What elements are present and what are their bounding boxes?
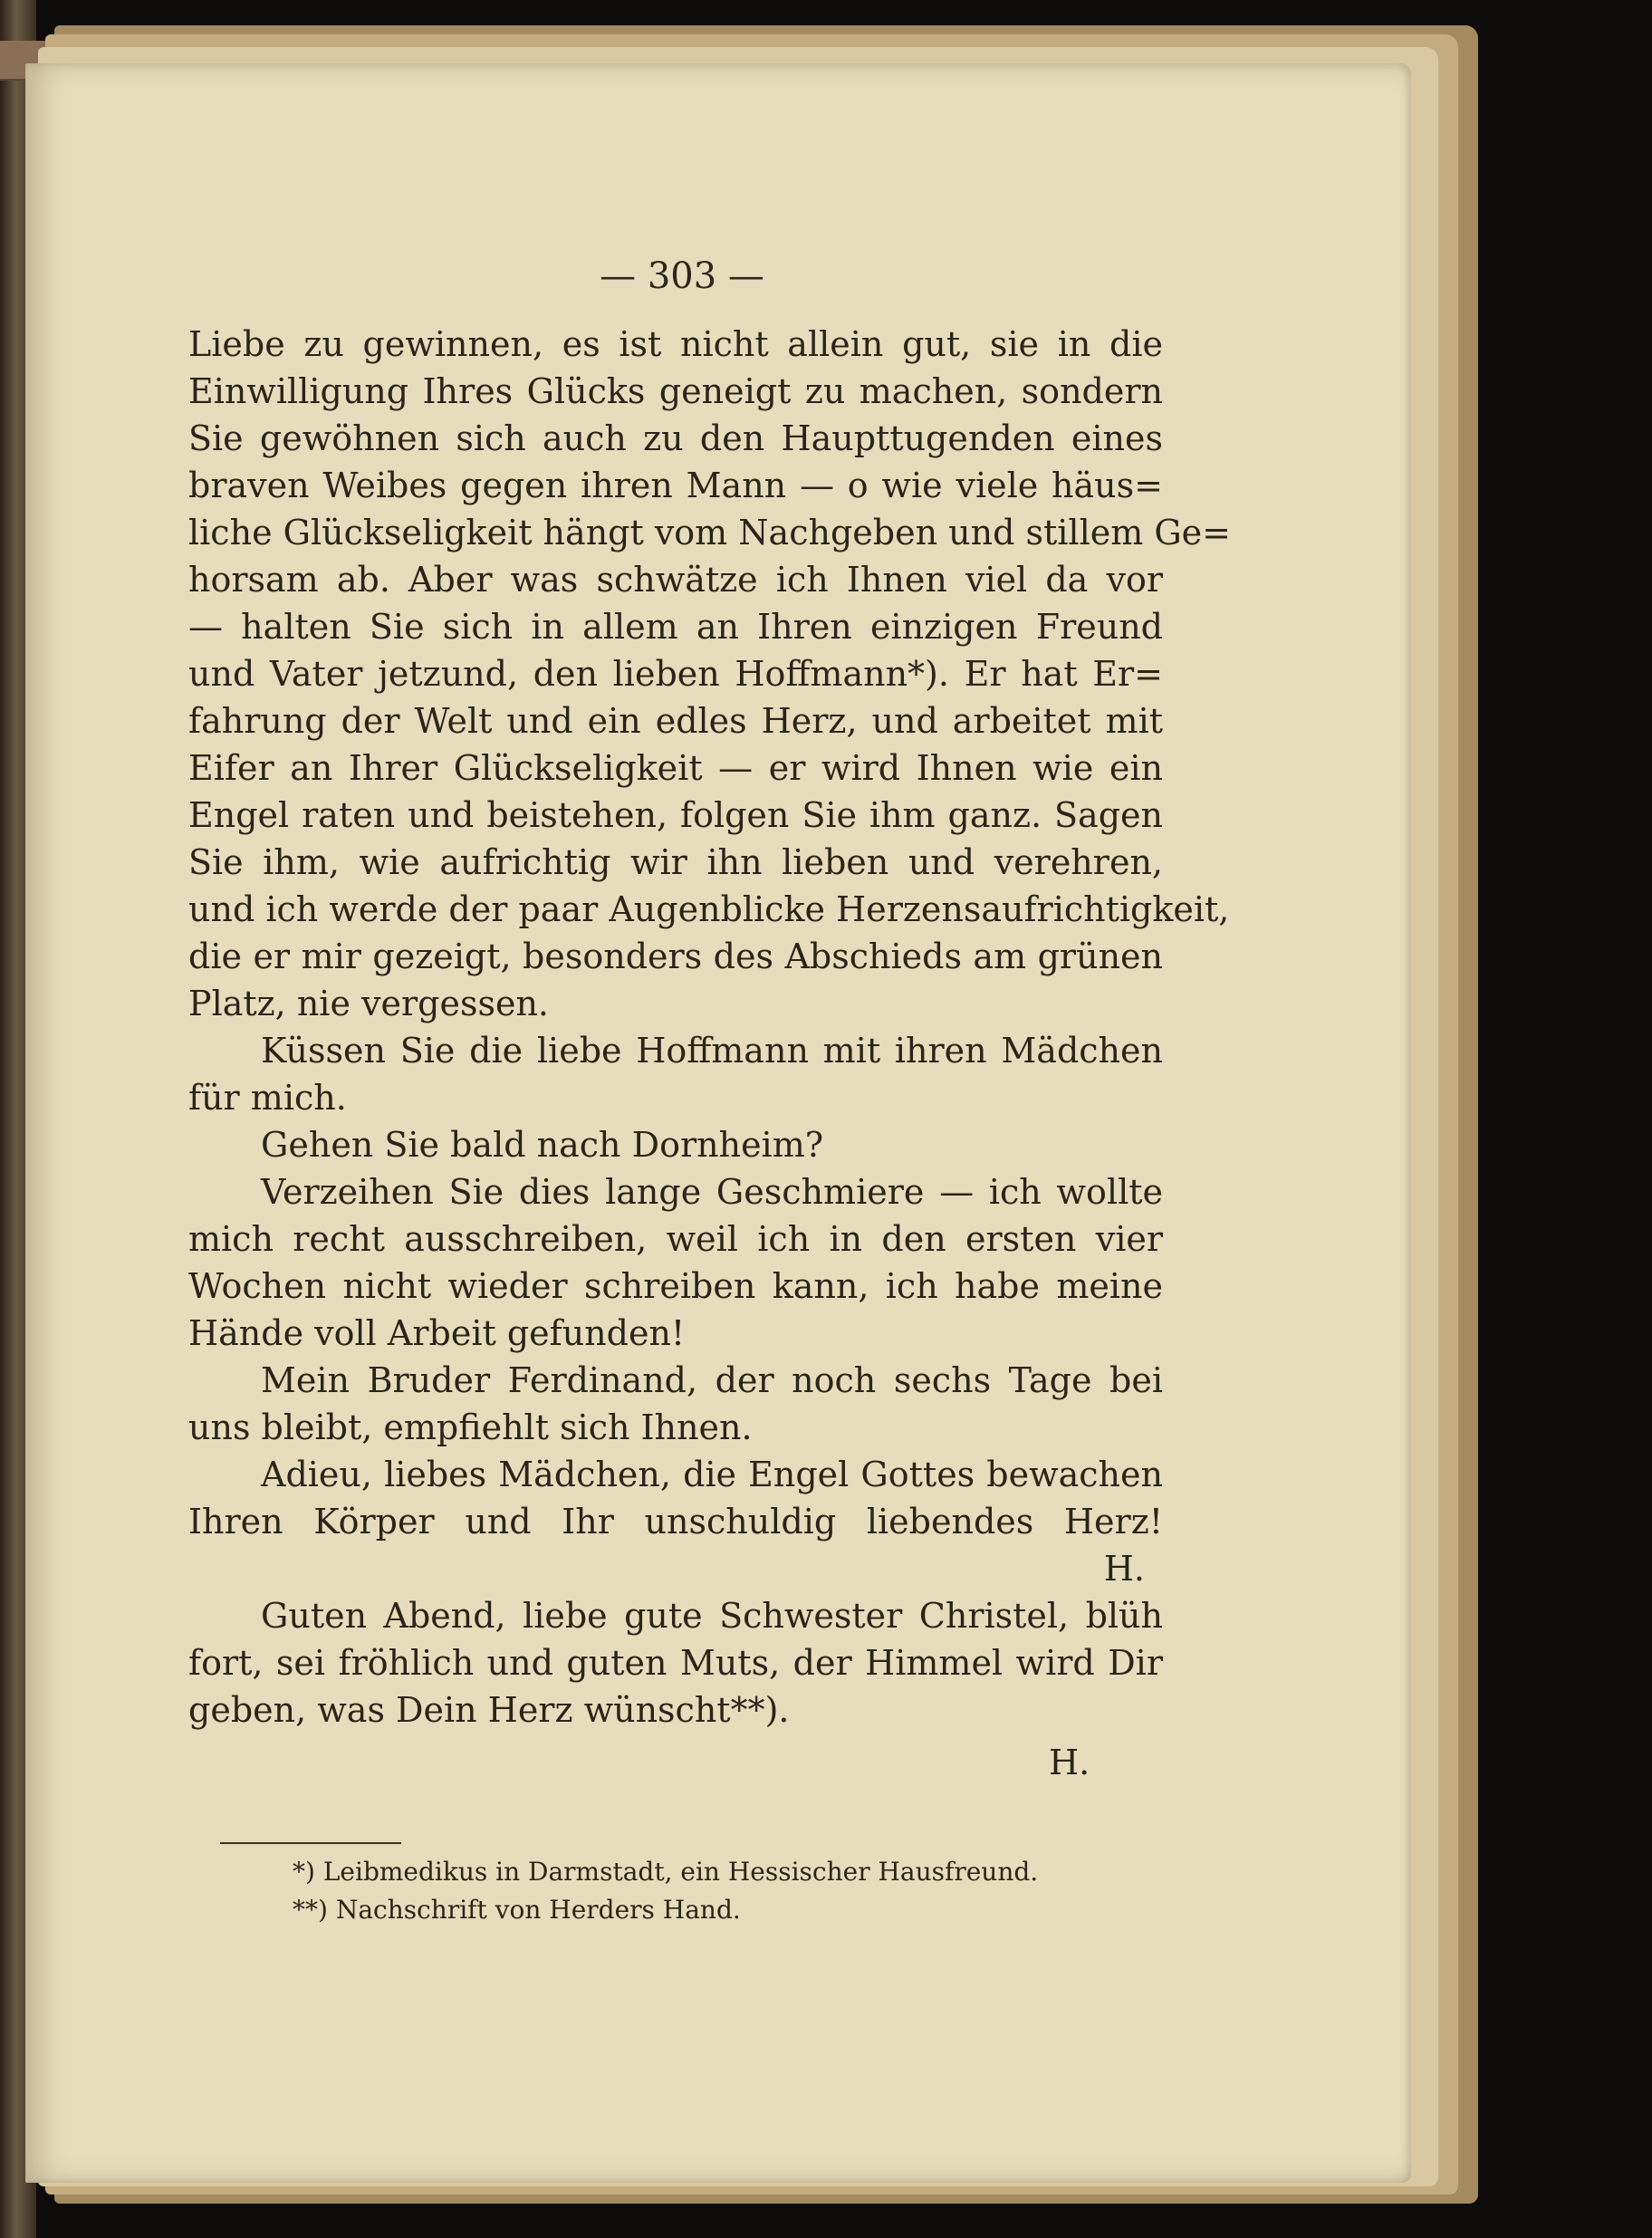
body-text bbox=[188, 321, 1232, 1734]
footnotes bbox=[220, 1853, 1126, 1929]
text-line: Hände voll Arbeit gefunden! bbox=[188, 1313, 686, 1353]
signature: H. bbox=[1103, 1549, 1145, 1589]
footnote: *) Leibmedikus in Darmstadt, ein Hessischer Hausfreund. bbox=[293, 1857, 1039, 1887]
text-line: fahrung der Welt und ein edles Herz, und arbeitet mit bbox=[188, 701, 1163, 741]
text-line: Adieu, liebes Mädchen, die Engel Gottes bewachen bbox=[261, 1455, 1163, 1494]
text-line: Sie ihm, wie aufrichtig wir ihn lieben und verehren, bbox=[188, 842, 1163, 882]
footnote-divider bbox=[220, 1842, 401, 1844]
text-line: Engel raten und beistehen, folgen Sie ihm ganz. Sagen bbox=[188, 795, 1163, 835]
page-number: — 303 — bbox=[600, 255, 764, 297]
text-line: Küssen Sie die liebe Hoffmann mit ihren Mädchen bbox=[261, 1031, 1163, 1071]
text-line: mich recht ausschreiben, weil ich in den ersten vier bbox=[188, 1219, 1163, 1259]
text-line: — halten Sie sich in allem an Ihren einzigen Freund bbox=[188, 607, 1163, 647]
text-line: Platz, nie vergessen. bbox=[188, 984, 549, 1023]
text-line: Verzeihen Sie dies lange Geschmiere — ich wollte bbox=[261, 1172, 1163, 1212]
text-line: Mein Bruder Ferdinand, der noch sechs Tage bei bbox=[261, 1360, 1163, 1400]
text-line: fort, sei fröhlich und guten Muts, der Himmel wird Dir bbox=[188, 1643, 1163, 1683]
footnote: **) Nachschrift von Herders Hand. bbox=[293, 1895, 741, 1925]
text-line: Eifer an Ihrer Glückseligkeit — er wird Ihnen wie ein bbox=[188, 748, 1163, 788]
text-line: geben, was Dein Herz wünscht**). bbox=[188, 1690, 790, 1730]
closing-signature: H. bbox=[1049, 1743, 1090, 1782]
text-line: Sie gewöhnen sich auch zu den Haupttugenden eines bbox=[188, 418, 1163, 458]
text-line: Wochen nicht wieder schreiben kann, ich habe meine bbox=[188, 1266, 1163, 1306]
text-line: Guten Abend, liebe gute Schwester Christel, blüh bbox=[261, 1596, 1163, 1636]
book-page bbox=[25, 63, 1411, 2183]
text-line: und ich werde der paar Augenblicke Herzensaufrichtigkeit, bbox=[188, 889, 1230, 929]
text-line: liche Glückseligkeit hängt vom Nachgeben und stillem Ge= bbox=[188, 513, 1232, 552]
text-line: uns bleibt, empfiehlt sich Ihnen. bbox=[188, 1407, 753, 1447]
text-line: Gehen Sie bald nach Dornheim? bbox=[261, 1125, 824, 1165]
text-line: Liebe zu gewinnen, es ist nicht allein gut, sie in die bbox=[188, 324, 1163, 364]
text-line: Ihren Körper und Ihr unschuldig liebendes Herz! bbox=[188, 1502, 1163, 1542]
text-line: und Vater jetzund, den lieben Hoffmann*). Er hat Er= bbox=[188, 654, 1163, 694]
text-line: die er mir gezeigt, besonders des Abschieds am grünen bbox=[188, 937, 1163, 976]
text-line: für mich. bbox=[188, 1078, 347, 1118]
text-line: horsam ab. Aber was schwätze ich Ihnen viel da vor bbox=[188, 560, 1163, 600]
text-line: braven Weibes gegen ihren Mann — o wie viele häus= bbox=[188, 466, 1163, 505]
text-line: Einwilligung Ihres Glücks geneigt zu machen, sondern bbox=[188, 371, 1163, 411]
